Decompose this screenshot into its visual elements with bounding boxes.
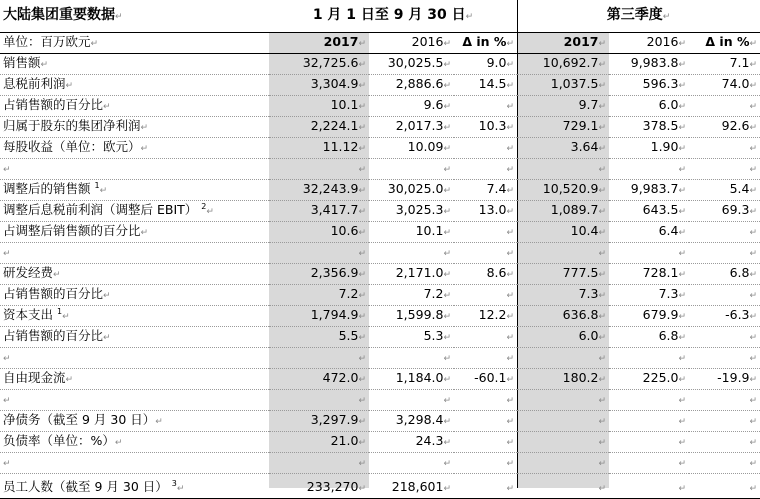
value-change: 7.4↵ xyxy=(454,180,517,201)
col-q3-change: Δ in %↵ xyxy=(689,33,760,54)
table-row xyxy=(0,285,760,306)
value-2016: 30,025.5↵ xyxy=(369,54,454,75)
row-label: 归属于股东的集团净利润↵ xyxy=(0,117,269,138)
value-change: ↵ xyxy=(454,327,517,348)
value-2016: 7.2↵ xyxy=(369,285,454,306)
row-label: 息税前利润↵ xyxy=(0,75,269,96)
value-q3-2016: ↵ xyxy=(609,432,689,453)
value-q3-2016: ↵ xyxy=(609,411,689,432)
value-q3-2016: ↵ xyxy=(609,348,689,369)
value-q3-change: 7.1↵ xyxy=(689,54,760,75)
period-q3-header: 第三季度↵ xyxy=(517,0,760,33)
value-q3-2016: ↵ xyxy=(609,159,689,180)
value-2017: 32,243.9↵ xyxy=(269,180,369,201)
value-q3-2016: 1.90↵ xyxy=(609,138,689,159)
row-label: 每股收益（单位：欧元）↵ xyxy=(0,138,269,159)
table-row xyxy=(0,432,760,453)
value-2016: 5.3↵ xyxy=(369,327,454,348)
value-q3-change: ↵ xyxy=(689,348,760,369)
value-q3-2017: 10,692.7↵ xyxy=(517,54,609,75)
value-q3-change: ↵ xyxy=(689,159,760,180)
row-label: 占销售额的百分比↵ xyxy=(0,96,269,117)
value-q3-change: ↵ xyxy=(689,390,760,411)
row-label: 销售额↵ xyxy=(0,54,269,75)
value-2016: ↵ xyxy=(369,159,454,180)
value-q3-change: 74.0↵ xyxy=(689,75,760,96)
spacer-row xyxy=(0,159,760,180)
table-row xyxy=(0,54,760,75)
value-2017: ↵ xyxy=(269,453,369,474)
value-q3-change: ↵ xyxy=(689,411,760,432)
value-q3-2016: 643.5↵ xyxy=(609,201,689,222)
value-2017: ↵ xyxy=(269,390,369,411)
value-2017: ↵ xyxy=(269,348,369,369)
value-q3-2016: 6.4↵ xyxy=(609,222,689,243)
table-row xyxy=(0,201,760,222)
value-q3-2017: 3.64↵ xyxy=(517,138,609,159)
value-change: ↵ xyxy=(454,411,517,432)
row-label: 占销售额的百分比↵ xyxy=(0,285,269,306)
value-q3-2017: 7.3↵ xyxy=(517,285,609,306)
col-2016: 2016↵ xyxy=(369,33,454,54)
spacer-row xyxy=(0,390,760,411)
value-2016: ↵ xyxy=(369,348,454,369)
footnote-marker: 2 xyxy=(201,201,207,211)
table-row xyxy=(0,96,760,117)
table-row xyxy=(0,138,760,159)
value-2016: ↵ xyxy=(369,453,454,474)
value-q3-change: 5.4↵ xyxy=(689,180,760,201)
row-label: ↵ xyxy=(0,348,269,369)
value-change: 9.0↵ xyxy=(454,54,517,75)
table-row xyxy=(0,75,760,96)
value-q3-change: ↵ xyxy=(689,474,760,499)
value-change: 13.0↵ xyxy=(454,201,517,222)
value-q3-change: -6.3↵ xyxy=(689,306,760,327)
value-q3-2017: 636.8↵ xyxy=(517,306,609,327)
value-change: ↵ xyxy=(454,96,517,117)
value-2017: 10.1↵ xyxy=(269,96,369,117)
row-label: 占销售额的百分比↵ xyxy=(0,327,269,348)
value-2017: ↵ xyxy=(269,159,369,180)
value-change: 10.3↵ xyxy=(454,117,517,138)
table-row xyxy=(0,474,760,499)
value-q3-change: ↵ xyxy=(689,96,760,117)
value-q3-2017: 777.5↵ xyxy=(517,264,609,285)
header-row xyxy=(0,0,760,33)
value-2016: 30,025.0↵ xyxy=(369,180,454,201)
value-q3-2017: ↵ xyxy=(517,390,609,411)
spacer-row xyxy=(0,453,760,474)
value-q3-2017: ↵ xyxy=(517,432,609,453)
table-row xyxy=(0,180,760,201)
spacer-row xyxy=(0,243,760,264)
value-2017: 1,794.9↵ xyxy=(269,306,369,327)
value-2017: 32,725.6↵ xyxy=(269,54,369,75)
value-q3-change: ↵ xyxy=(689,327,760,348)
value-change: 8.6↵ xyxy=(454,264,517,285)
value-q3-2017: 9.7↵ xyxy=(517,96,609,117)
row-label: 负债率（单位：%）↵ xyxy=(0,432,269,453)
table-row xyxy=(0,306,760,327)
value-q3-2016: 378.5↵ xyxy=(609,117,689,138)
value-q3-2017: 10.4↵ xyxy=(517,222,609,243)
value-2016: 1,599.8↵ xyxy=(369,306,454,327)
value-2017: 233,270↵ xyxy=(269,474,369,499)
value-change: ↵ xyxy=(454,453,517,474)
value-q3-2017: 729.1↵ xyxy=(517,117,609,138)
row-label: ↵ xyxy=(0,159,269,180)
value-q3-2016: ↵ xyxy=(609,474,689,499)
value-q3-2016: 728.1↵ xyxy=(609,264,689,285)
table-row xyxy=(0,369,760,390)
value-2016: 10.09↵ xyxy=(369,138,454,159)
value-change: ↵ xyxy=(454,390,517,411)
value-q3-change: 6.8↵ xyxy=(689,264,760,285)
value-q3-2017: ↵ xyxy=(517,159,609,180)
row-label: 研发经费↵ xyxy=(0,264,269,285)
table-title: 大陆集团重要数据↵ xyxy=(0,0,269,33)
value-q3-change: 92.6↵ xyxy=(689,117,760,138)
value-2017: 2,224.1↵ xyxy=(269,117,369,138)
value-q3-2017: ↵ xyxy=(517,243,609,264)
value-2017: 3,417.7↵ xyxy=(269,201,369,222)
value-change: ↵ xyxy=(454,474,517,499)
value-q3-2016: 596.3↵ xyxy=(609,75,689,96)
value-2017: 21.0↵ xyxy=(269,432,369,453)
col-q3-2016: 2016↵ xyxy=(609,33,689,54)
column-header-row xyxy=(0,33,760,54)
unit-label: 单位：百万欧元↵ xyxy=(0,33,269,54)
row-label: 净债务（截至 9 月 30 日）↵ xyxy=(0,411,269,432)
row-label: ↵ xyxy=(0,453,269,474)
value-change: ↵ xyxy=(454,159,517,180)
value-2017: ↵ xyxy=(269,243,369,264)
row-label: 资本支出 $^1$↵ xyxy=(0,306,269,327)
value-2016: 10.1↵ xyxy=(369,222,454,243)
value-change: -60.1↵ xyxy=(454,369,517,390)
footnote-marker: 3 xyxy=(171,478,177,488)
value-q3-2017: 1,089.7↵ xyxy=(517,201,609,222)
footnote-marker: 1 xyxy=(94,180,100,190)
value-q3-change: -19.9↵ xyxy=(689,369,760,390)
value-q3-2016: 6.0↵ xyxy=(609,96,689,117)
value-2016: 3,025.3↵ xyxy=(369,201,454,222)
value-2017: 7.2↵ xyxy=(269,285,369,306)
value-2017: 5.5↵ xyxy=(269,327,369,348)
value-change: ↵ xyxy=(454,348,517,369)
value-change: ↵ xyxy=(454,243,517,264)
value-2016: 2,171.0↵ xyxy=(369,264,454,285)
value-change: 14.5↵ xyxy=(454,75,517,96)
value-q3-change: ↵ xyxy=(689,453,760,474)
value-q3-change: 69.3↵ xyxy=(689,201,760,222)
row-label: 调整后的销售额 $^1$↵ xyxy=(0,180,269,201)
value-q3-2016: 6.8↵ xyxy=(609,327,689,348)
period-ytd-header: 1 月 1 日至 9 月 30 日↵ xyxy=(269,0,517,33)
value-q3-2017: 6.0↵ xyxy=(517,327,609,348)
table-row xyxy=(0,327,760,348)
value-q3-2016: ↵ xyxy=(609,453,689,474)
value-change: ↵ xyxy=(454,285,517,306)
row-label: 占调整后销售额的百分比↵ xyxy=(0,222,269,243)
table-row xyxy=(0,117,760,138)
value-q3-2017: ↵ xyxy=(517,453,609,474)
value-2017: 11.12↵ xyxy=(269,138,369,159)
table-row xyxy=(0,264,760,285)
col-2017: 2017↵ xyxy=(269,33,369,54)
value-change: ↵ xyxy=(454,222,517,243)
row-label: 员工人数（截至 9 月 30 日） $^3$↵ xyxy=(0,474,269,499)
value-2016: 1,184.0↵ xyxy=(369,369,454,390)
value-q3-2016: 7.3↵ xyxy=(609,285,689,306)
value-2017: 472.0↵ xyxy=(269,369,369,390)
row-label: ↵ xyxy=(0,390,269,411)
row-label: 自由现金流↵ xyxy=(0,369,269,390)
value-2016: 2,886.6↵ xyxy=(369,75,454,96)
col-change: Δ in %↵ xyxy=(454,33,517,54)
value-q3-change: ↵ xyxy=(689,285,760,306)
value-q3-change: ↵ xyxy=(689,138,760,159)
value-change: ↵ xyxy=(454,138,517,159)
value-2016: 218,601↵ xyxy=(369,474,454,499)
value-2016: 9.6↵ xyxy=(369,96,454,117)
value-2016: 24.3↵ xyxy=(369,432,454,453)
value-2017: 10.6↵ xyxy=(269,222,369,243)
value-2016: ↵ xyxy=(369,243,454,264)
value-q3-2016: ↵ xyxy=(609,390,689,411)
table-body xyxy=(0,54,760,499)
value-q3-change: ↵ xyxy=(689,432,760,453)
value-change: 12.2↵ xyxy=(454,306,517,327)
value-2016: 3,298.4↵ xyxy=(369,411,454,432)
value-2016: ↵ xyxy=(369,390,454,411)
value-2017: 2,356.9↵ xyxy=(269,264,369,285)
value-q3-change: ↵ xyxy=(689,243,760,264)
value-2016: 2,017.3↵ xyxy=(369,117,454,138)
row-label: ↵ xyxy=(0,243,269,264)
value-q3-2016: 679.9↵ xyxy=(609,306,689,327)
value-q3-2017: ↵ xyxy=(517,474,609,499)
value-2017: 3,297.9↵ xyxy=(269,411,369,432)
value-q3-2017: 1,037.5↵ xyxy=(517,75,609,96)
value-change: ↵ xyxy=(454,432,517,453)
footnote-marker: 1 xyxy=(57,306,63,316)
value-q3-2016: 9,983.8↵ xyxy=(609,54,689,75)
col-q3-2017: 2017↵ xyxy=(517,33,609,54)
value-q3-2016: 9,983.7↵ xyxy=(609,180,689,201)
value-q3-2016: ↵ xyxy=(609,243,689,264)
spacer-row xyxy=(0,348,760,369)
value-q3-2017: 10,520.9↵ xyxy=(517,180,609,201)
value-2017: 3,304.9↵ xyxy=(269,75,369,96)
table-row xyxy=(0,411,760,432)
value-q3-2017: ↵ xyxy=(517,411,609,432)
value-q3-change: ↵ xyxy=(689,222,760,243)
table-row xyxy=(0,222,760,243)
value-q3-2016: 225.0↵ xyxy=(609,369,689,390)
value-q3-2017: ↵ xyxy=(517,348,609,369)
value-q3-2017: 180.2↵ xyxy=(517,369,609,390)
row-label: 调整后息税前利润（调整后 EBIT） $^2$↵ xyxy=(0,201,269,222)
